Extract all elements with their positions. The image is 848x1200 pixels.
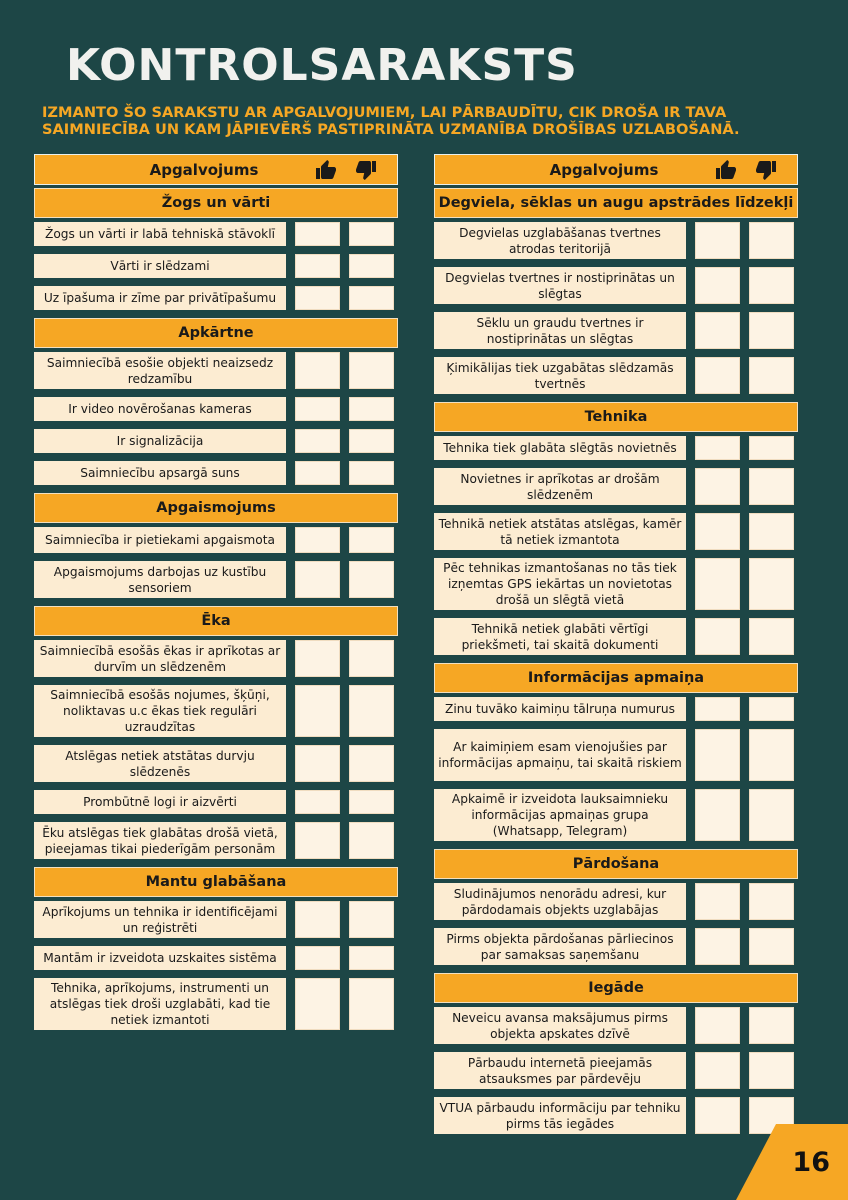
- section-title: Apkārtne: [34, 318, 398, 348]
- section-title: Informācijas apmaiņa: [434, 663, 798, 693]
- disagree-checkbox[interactable]: [349, 222, 394, 246]
- checklist-row: [34, 286, 398, 310]
- thumbs-up-icon: [313, 158, 339, 182]
- disagree-checkbox[interactable]: [749, 883, 794, 920]
- header-icons: [713, 158, 779, 182]
- agree-checkbox[interactable]: [295, 685, 340, 737]
- page-subtitle: IZMANTO ŠO SARAKSTU AR APGALVOJUMIEM, LAI PĀRBAUDĪTU, CIK DROŠA IR TAVA SAIMNIECĪBA UN KAM JĀPIEVĒRŠ PASTIPRINĀTA UZMANĪBA DROŠĪBAS UZLABOŠANĀ.: [42, 104, 740, 138]
- agree-checkbox[interactable]: [695, 357, 740, 394]
- disagree-checkbox[interactable]: [349, 901, 394, 938]
- checklist-row: [434, 1097, 798, 1134]
- disagree-checkbox[interactable]: [349, 946, 394, 970]
- disagree-checkbox[interactable]: [349, 561, 394, 598]
- page-number: 16: [792, 1147, 830, 1178]
- agree-checkbox[interactable]: [295, 822, 340, 859]
- checklist-row: [434, 729, 798, 781]
- statement-text: Novietnes ir aprīkotas ar drošām slēdzenēm: [434, 468, 686, 505]
- left-table-header: [34, 154, 398, 185]
- disagree-checkbox[interactable]: [349, 745, 394, 782]
- statement-text: Degvielas tvertnes ir nostiprinātas un slēgtas: [434, 267, 686, 304]
- disagree-checkbox[interactable]: [749, 729, 794, 781]
- agree-checkbox[interactable]: [695, 267, 740, 304]
- statement-text: Atslēgas netiek atstātas durvju slēdzenēs: [34, 745, 286, 782]
- checklist-row: [34, 397, 398, 421]
- agree-checkbox[interactable]: [695, 883, 740, 920]
- agree-checkbox[interactable]: [295, 461, 340, 485]
- statement-text: Ir signalizācija: [34, 429, 286, 453]
- agree-checkbox[interactable]: [295, 397, 340, 421]
- checklist-row: [34, 254, 398, 278]
- statement-text: Ēku atslēgas tiek glabātas drošā vietā, pieejamas tikai piederīgām personām: [34, 822, 286, 859]
- agree-checkbox[interactable]: [695, 1052, 740, 1089]
- agree-checkbox[interactable]: [695, 222, 740, 259]
- disagree-checkbox[interactable]: [349, 254, 394, 278]
- agree-checkbox[interactable]: [695, 312, 740, 349]
- disagree-checkbox[interactable]: [349, 352, 394, 389]
- left-checklist-column: [34, 154, 398, 1038]
- disagree-checkbox[interactable]: [749, 468, 794, 505]
- statement-text: Žogs un vārti ir labā tehniskā stāvoklī: [34, 222, 286, 246]
- checklist-row: [434, 1052, 798, 1089]
- right-checklist-column: [434, 154, 798, 1142]
- disagree-checkbox[interactable]: [349, 640, 394, 677]
- thumbs-up-icon: [713, 158, 739, 182]
- checklist-row: [34, 429, 398, 453]
- statement-text: Saimniecība ir pietiekami apgaismota: [34, 527, 286, 553]
- agree-checkbox[interactable]: [295, 901, 340, 938]
- disagree-checkbox[interactable]: [749, 789, 794, 841]
- statement-text: Saimniecībā esošie objekti neaizsedz redzamību: [34, 352, 286, 389]
- agree-checkbox[interactable]: [295, 790, 340, 814]
- disagree-checkbox[interactable]: [749, 222, 794, 259]
- statement-text: Tehnika, aprīkojums, instrumenti un atslēgas tiek droši uzglabāti, kad tie netiek izmantoti: [34, 978, 286, 1030]
- section-title: Apgaismojums: [34, 493, 398, 523]
- agree-checkbox[interactable]: [295, 561, 340, 598]
- checklist-row: [34, 946, 398, 970]
- disagree-checkbox[interactable]: [349, 461, 394, 485]
- statement-text: Prombūtnē logi ir aizvērti: [34, 790, 286, 814]
- agree-checkbox[interactable]: [695, 697, 740, 721]
- statement-text: Pēc tehnikas izmantošanas no tās tiek izņemtas GPS iekārtas un novietotas drošā un slēgtā vietā: [434, 558, 686, 610]
- checklist-row: [34, 640, 398, 677]
- agree-checkbox[interactable]: [695, 436, 740, 460]
- statement-text: Sludinājumos nenorādu adresi, kur pārdodamais objekts uzglabājas: [434, 883, 686, 920]
- checklist-row: [434, 1007, 798, 1044]
- agree-checkbox[interactable]: [295, 978, 340, 1030]
- section-title: Žogs un vārti: [34, 188, 398, 218]
- disagree-checkbox[interactable]: [749, 558, 794, 610]
- disagree-checkbox[interactable]: [749, 357, 794, 394]
- section-title: Pārdošana: [434, 849, 798, 879]
- statement-text: Neveicu avansa maksājumus pirms objekta apskates dzīvē: [434, 1007, 686, 1044]
- header-icons: [313, 158, 379, 182]
- checklist-row: [434, 618, 798, 655]
- checklist-row: [434, 789, 798, 841]
- statement-text: Saimniecībā esošās ēkas ir aprīkotas ar durvīm un slēdzenēm: [34, 640, 286, 677]
- checklist-row: [434, 436, 798, 460]
- checklist-row: [34, 352, 398, 389]
- disagree-checkbox[interactable]: [749, 697, 794, 721]
- agree-checkbox[interactable]: [695, 729, 740, 781]
- checklist-row: [34, 901, 398, 938]
- agree-checkbox[interactable]: [695, 558, 740, 610]
- statement-text: Degvielas uzglabāšanas tvertnes atrodas teritorijā: [434, 222, 686, 259]
- agree-checkbox[interactable]: [295, 640, 340, 677]
- checklist-row: [34, 745, 398, 782]
- checklist-row: [434, 312, 798, 349]
- disagree-checkbox[interactable]: [749, 312, 794, 349]
- checklist-row: [434, 558, 798, 610]
- statement-text: Sēklu un graudu tvertnes ir nostiprinātas un slēgtas: [434, 312, 686, 349]
- checklist-row: [434, 697, 798, 721]
- checklist-row: [34, 222, 398, 246]
- agree-checkbox[interactable]: [295, 286, 340, 310]
- disagree-checkbox[interactable]: [349, 685, 394, 737]
- page-title: KONTROLSARAKSTS: [66, 40, 578, 91]
- thumbs-down-icon: [753, 158, 779, 182]
- statement-text: Tehnikā netiek atstātas atslēgas, kamēr tā netiek izmantota: [434, 513, 686, 550]
- header-label: Apgalvojums: [549, 160, 659, 179]
- statement-text: Ar kaimiņiem esam vienojušies par informācijas apmaiņu, tai skaitā riskiem: [434, 729, 686, 781]
- disagree-checkbox[interactable]: [749, 1007, 794, 1044]
- agree-checkbox[interactable]: [295, 946, 340, 970]
- agree-checkbox[interactable]: [295, 222, 340, 246]
- statement-text: Aprīkojums un tehnika ir identificējami un reģistrēti: [34, 901, 286, 938]
- statement-text: Mantām ir izveidota uzskaites sistēma: [34, 946, 286, 970]
- disagree-checkbox[interactable]: [349, 397, 394, 421]
- section-title: Tehnika: [434, 402, 798, 432]
- checklist-row: [34, 527, 398, 553]
- agree-checkbox[interactable]: [695, 1097, 740, 1134]
- checklist-row: [34, 561, 398, 598]
- disagree-checkbox[interactable]: [349, 527, 394, 553]
- disagree-checkbox[interactable]: [349, 790, 394, 814]
- disagree-checkbox[interactable]: [749, 436, 794, 460]
- statement-text: Tehnikā netiek glabāti vērtīgi priekšmeti, tai skaitā dokumenti: [434, 618, 686, 655]
- disagree-checkbox[interactable]: [749, 1052, 794, 1089]
- agree-checkbox[interactable]: [695, 1007, 740, 1044]
- disagree-checkbox[interactable]: [749, 513, 794, 550]
- statement-text: Vārti ir slēdzami: [34, 254, 286, 278]
- checklist-row: [34, 685, 398, 737]
- disagree-checkbox[interactable]: [749, 618, 794, 655]
- agree-checkbox[interactable]: [295, 254, 340, 278]
- statement-text: Apkaimē ir izveidota lauksaimnieku informācijas apmaiņas grupa (Whatsapp, Telegram): [434, 789, 686, 841]
- checklist-row: [34, 822, 398, 859]
- thumbs-down-icon: [353, 158, 379, 182]
- checklist-row: [434, 928, 798, 965]
- checklist-row: [434, 883, 798, 920]
- disagree-checkbox[interactable]: [749, 267, 794, 304]
- disagree-checkbox[interactable]: [349, 286, 394, 310]
- statement-text: Pārbaudu internetā pieejamās atsauksmes par pārdevēju: [434, 1052, 686, 1089]
- section-title: Iegāde: [434, 973, 798, 1003]
- agree-checkbox[interactable]: [695, 789, 740, 841]
- disagree-checkbox[interactable]: [749, 928, 794, 965]
- statement-text: Zinu tuvāko kaimiņu tālruņa numurus: [434, 697, 686, 721]
- checklist-row: [434, 468, 798, 505]
- agree-checkbox[interactable]: [295, 352, 340, 389]
- statement-text: Ir video novērošanas kameras: [34, 397, 286, 421]
- checklist-row: [34, 978, 398, 1030]
- checklist-row: [434, 357, 798, 394]
- header-label: Apgalvojums: [149, 160, 259, 179]
- statement-text: Apgaismojums darbojas uz kustību sensoriem: [34, 561, 286, 598]
- agree-checkbox[interactable]: [295, 429, 340, 453]
- checklist-row: [34, 790, 398, 814]
- agree-checkbox[interactable]: [695, 468, 740, 505]
- agree-checkbox[interactable]: [295, 527, 340, 553]
- checklist-row: [434, 513, 798, 550]
- statement-text: Pirms objekta pārdošanas pārliecinos par samaksas saņemšanu: [434, 928, 686, 965]
- checklist-row: [34, 461, 398, 485]
- statement-text: VTUA pārbaudu informāciju par tehniku pirms tās iegādes: [434, 1097, 686, 1134]
- statement-text: Saimniecību apsargā suns: [34, 461, 286, 485]
- right-table-header: [434, 154, 798, 185]
- section-title: Degviela, sēklas un augu apstrādes līdzekļi: [434, 188, 798, 218]
- statement-text: Saimniecībā esošās nojumes, šķūņi, noliktavas u.c ēkas tiek regulāri uzraudzītas: [34, 685, 286, 737]
- agree-checkbox[interactable]: [695, 618, 740, 655]
- disagree-checkbox[interactable]: [349, 822, 394, 859]
- statement-text: Tehnika tiek glabāta slēgtās novietnēs: [434, 436, 686, 460]
- agree-checkbox[interactable]: [295, 745, 340, 782]
- section-title: Ēka: [34, 606, 398, 636]
- checklist-row: [434, 222, 798, 259]
- disagree-checkbox[interactable]: [349, 978, 394, 1030]
- section-title: Mantu glabāšana: [34, 867, 398, 897]
- agree-checkbox[interactable]: [695, 513, 740, 550]
- statement-text: Uz īpašuma ir zīme par privātīpašumu: [34, 286, 286, 310]
- agree-checkbox[interactable]: [695, 928, 740, 965]
- disagree-checkbox[interactable]: [349, 429, 394, 453]
- statement-text: Ķimikālijas tiek uzgabātas slēdzamās tvertnēs: [434, 357, 686, 394]
- checklist-row: [434, 267, 798, 304]
